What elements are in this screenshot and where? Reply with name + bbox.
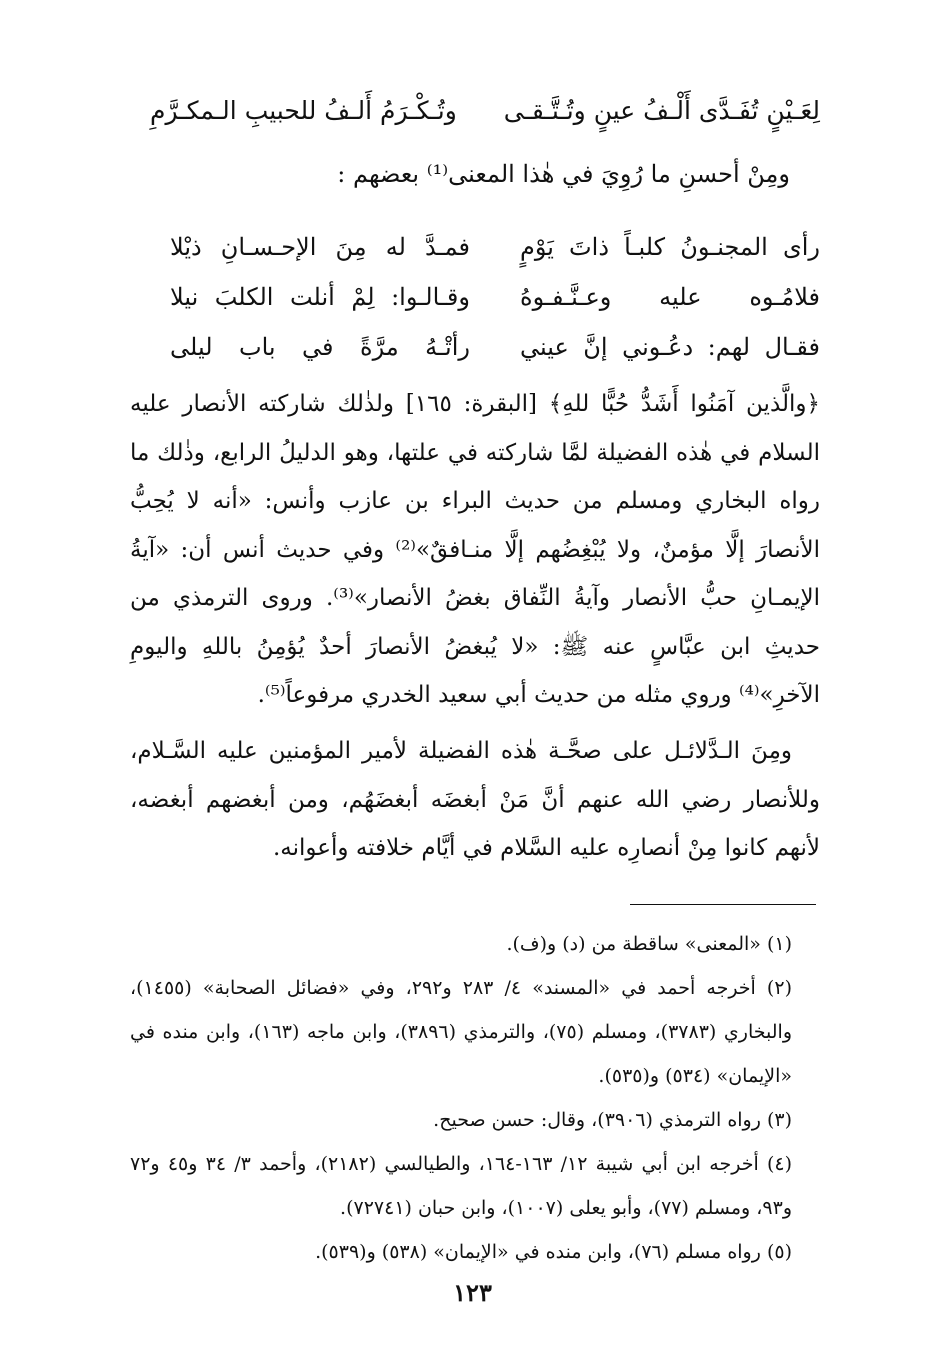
opening-verse-left-hemistich: وتُـكْـرَمُ أَلـفُ للحبيبِ الـمكـرَّمِ: [150, 96, 457, 125]
poem-line: [170, 322, 820, 372]
opening-verse: [150, 96, 820, 125]
poem-right-hemistich: رأى المجنـونُ كلبـاً ذاتَ يَوْمٍ: [520, 233, 820, 261]
footnote-1: (١) «المعنى» ساقطة من (د) و(ف).: [506, 933, 792, 955]
opening-verse-right-hemistich: لِعَـيْنٍ تُفَـدَّى أَلْـفُ عينٍ وتُـتَّـقـى: [503, 96, 820, 125]
poem: [170, 222, 820, 372]
poem-introduction: ومِنْ أحسنِ ما رُوِيَ في هٰذا المعنى⁽¹⁾ بعضهم :: [337, 160, 790, 188]
poem-right-hemistich: فقـال لهم: دعُـوني إنَّ عيني: [520, 333, 820, 361]
poem-left-hemistich: وقـالـوا: لِمْ أنلت الكلبَ نيلا: [170, 283, 470, 311]
footnote-5: (٥) رواه مسلم (٧٦)، وابن منده في «الإيمان» (٥٣٨) و(٥٣٩).: [315, 1241, 792, 1263]
footnotes: [130, 922, 820, 1274]
page-number: ١٢٣: [453, 1278, 492, 1307]
poem-line: [170, 222, 820, 272]
footnote-divider: [630, 904, 816, 905]
poem-left-hemistich: فمـدَّ له مِنَ الإحـسـانِ ذيْلا: [170, 233, 470, 261]
poem-left-hemistich: رأتْـهُ مرَّةً في باب ليلى: [170, 333, 470, 361]
footnote-3: (٣) رواه الترمذي (٣٩٠٦)، وقال: حسن صحيح.: [433, 1109, 792, 1131]
poem-line: [170, 272, 820, 322]
poem-right-hemistich: فلامُـوه عليه وعـنَّـفـوهُ: [520, 283, 820, 311]
body-paragraph-evidence: ومِنَ الـدَّلائـل على صحَّـة هٰذه الفضيلة لأمير المؤمنين عليه السَّـلام، وللأنصار رضي الله عنهم أنَّ مَنْ أبغضَه أبغضَهُم، ومن أبغضهم أبغضه، لأنهم كانوا مِنْ أنصارِه عليه السَّلام في أيَّام خلافته وأعوانه.: [130, 738, 820, 861]
footnote-4: (٤) أخرجه ابن أبي شيبة ١٢/ ١٦٣-١٦٤، والطيالسي (٢١٨٢)، وأحمد ٣/ ٣٤ و٤٥ و٧٢ و٩٣، ومسلم (٧٧)، وأبو يعلى (١٠٠٧)، وابن حبان (٧٢٧٤١).: [130, 1153, 792, 1219]
footnote-2: (٢) أخرجه أحمد في «المسند» ٤/ ٢٨٣ و٢٩٢، وفي «فضائل الصحابة» (١٤٥٥)، والبخاري (٣٧٨٣)، ومسلم (٧٥)، والترمذي (٣٨٩٦)، وابن ماجه (١٦٣)، وابن منده في «الإيمان» (٥٣٤) و(٥٣٥).: [130, 977, 792, 1087]
body-paragraph-hadith: ﴿والَّذين آمَنُوا أَشَدُّ حُبًّا للهِ﴾ [البقرة: ١٦٥] ولذٰلك شاركته الأنصار عليه السلام في هٰذه الفضيلة لمَّا شاركته في علتها، وهو الدليلُ الرابع، وذٰلك ما رواه البخاري ومسلم من حديث البراء بن عازب وأنس: «أنه لا يُحِبُّ الأنصارَ إلَّا مؤمنٌ، ولا يُبْغِضُهم إلَّا منـافقٌ»⁽²⁾ وفي حديث أنس أن: «آيةُ الإيمـانِ حبُّ الأنصار وآيةُ النِّفاق بغضُ الأنصار»⁽³⁾. وروى الترمذي من حديثِ ابن عبَّاسٍ عنه ﷺ: «لا يُبغضُ الأنصارَ أحدٌ يُؤمِنُ باللهِ واليومِ الآخرِ»⁽⁴⁾ وروي مثله من حديث أبي سعيد الخدري مرفوعاً⁽⁵⁾.: [130, 391, 820, 708]
